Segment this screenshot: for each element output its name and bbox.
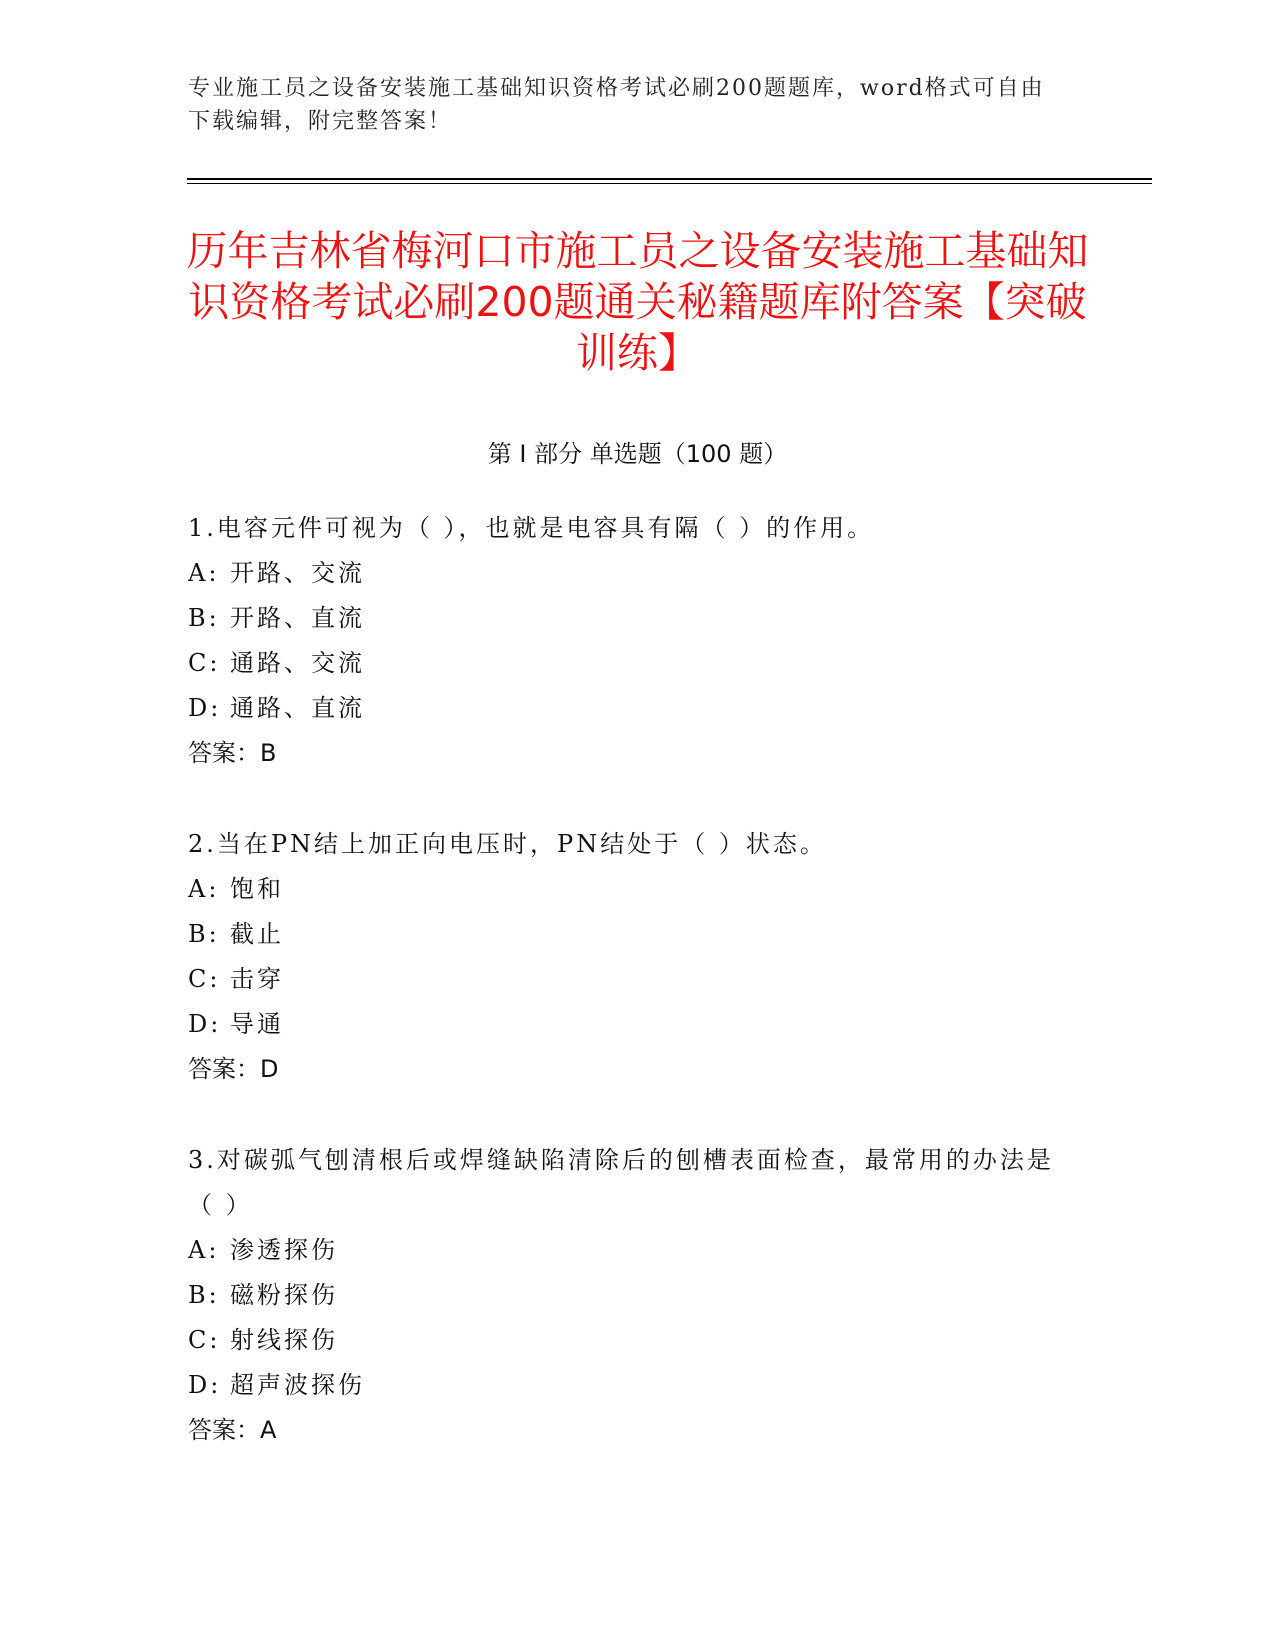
document-title: 历年吉林省梅河口市施工员之设备安装施工基础知识资格考试必刷200题通关秘籍题库附答案【突破训练】 xyxy=(186,227,1089,377)
option-key: A: xyxy=(188,559,220,587)
option-text: 通路、直流 xyxy=(230,694,365,722)
option-d xyxy=(188,1002,1068,1047)
option-key: A: xyxy=(188,1236,220,1264)
section-title: 第 I 部分 单选题（100 题） xyxy=(487,440,788,468)
question-3 xyxy=(188,1138,1068,1453)
option-b xyxy=(188,596,1068,641)
question-stem: 1.电容元件可视为（ ），也就是电容具有隔（ ）的作用。 xyxy=(188,514,875,542)
option-b xyxy=(188,912,1068,957)
option-text: 通路、交流 xyxy=(230,649,365,677)
option-c xyxy=(188,957,1068,1002)
answer-line: 答案：B xyxy=(188,739,277,767)
option-text: 击穿 xyxy=(230,965,284,993)
header-note: 专业施工员之设备安装施工基础知识资格考试必刷200题题库，word格式可自由下载编辑，附完整答案！ xyxy=(188,76,1045,134)
option-key: B: xyxy=(188,920,220,948)
option-text: 超声波探伤 xyxy=(230,1371,365,1399)
header-divider-thin xyxy=(187,183,1152,184)
option-text: 饱和 xyxy=(230,875,284,903)
option-key: D: xyxy=(188,1371,222,1399)
option-key: D: xyxy=(188,694,222,722)
option-b xyxy=(188,1273,1068,1318)
answer-line: 答案：D xyxy=(188,1055,279,1083)
option-text: 渗透探伤 xyxy=(230,1236,338,1264)
header-divider-thick xyxy=(187,178,1152,180)
question-stem: 3.对碳弧气刨清根后或焊缝缺陷清除后的刨槽表面检查，最常用的办法是（ ） xyxy=(188,1146,1054,1219)
question-stem: 2.当在PN结上加正向电压时，PN结处于（ ）状态。 xyxy=(188,830,827,858)
question-1 xyxy=(188,506,1068,776)
option-text: 开路、直流 xyxy=(230,604,365,632)
option-text: 射线探伤 xyxy=(230,1326,338,1354)
option-text: 截止 xyxy=(230,920,284,948)
option-text: 导通 xyxy=(230,1010,284,1038)
option-text: 开路、交流 xyxy=(230,559,365,587)
option-d xyxy=(188,1363,1068,1408)
option-text: 磁粉探伤 xyxy=(230,1281,338,1309)
option-a xyxy=(188,1228,1068,1273)
option-key: B: xyxy=(188,1281,220,1309)
question-2 xyxy=(188,822,1068,1092)
option-key: C: xyxy=(188,1326,221,1354)
answer-line: 答案：A xyxy=(188,1416,277,1444)
option-key: C: xyxy=(188,965,221,993)
option-key: A: xyxy=(188,875,220,903)
option-a xyxy=(188,551,1068,596)
option-key: C: xyxy=(188,649,221,677)
option-key: B: xyxy=(188,604,220,632)
option-c xyxy=(188,641,1068,686)
option-key: D: xyxy=(188,1010,222,1038)
option-a xyxy=(188,867,1068,912)
option-d xyxy=(188,686,1068,731)
option-c xyxy=(188,1318,1068,1363)
